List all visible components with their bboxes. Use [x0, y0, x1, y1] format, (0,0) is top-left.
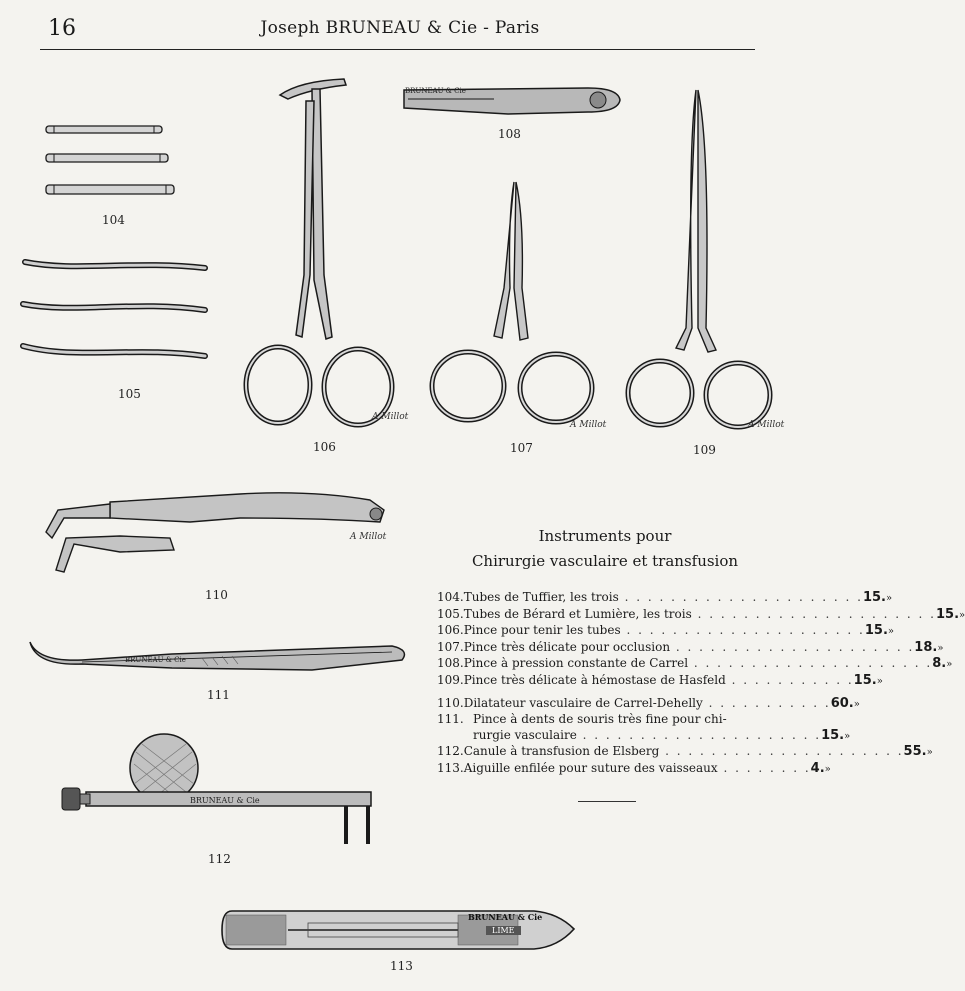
- figure-label-104: 104: [102, 213, 125, 227]
- price-list: [437, 590, 965, 778]
- item-description: Dilatateur vasculaire de Carrel-Dehelly: [463, 695, 703, 710]
- item-number: 105.: [437, 606, 464, 621]
- item-unit: »: [926, 747, 933, 759]
- figure-label-107: 107: [510, 441, 533, 455]
- item-number: 108.: [437, 656, 464, 671]
- item-price: 4.: [810, 760, 825, 776]
- item-price: 15.: [862, 590, 886, 605]
- item-number: 113.: [437, 760, 464, 775]
- item-unit: »: [946, 659, 953, 671]
- list-item: [437, 760, 831, 778]
- list-item: [437, 744, 933, 761]
- item-description: Canule à transfusion de Elsberg: [463, 744, 660, 759]
- dot-leader: . . . . . . . . . . .: [702, 695, 831, 710]
- page-header-title: Joseph BRUNEAU & Cie - Paris: [260, 18, 540, 38]
- item-description: Tubes de Tuffier, les trois: [463, 590, 619, 604]
- item-number: 106.: [437, 623, 464, 638]
- item-description: Pince à dents de souris très fine pour chi-: [473, 712, 727, 727]
- engraver-signature: A Millot: [372, 412, 409, 422]
- list-item: [437, 695, 860, 713]
- figure-label-109: 109: [693, 443, 716, 457]
- item-price: 15.: [935, 606, 960, 622]
- item-number: 109.: [437, 672, 464, 687]
- item-description: Pince à pression constante de Carrel: [463, 656, 689, 671]
- dilator-110-illustration: [40, 488, 390, 588]
- section-title-line1: Instruments pour: [538, 527, 672, 545]
- list-item-continuation: [437, 727, 851, 745]
- engraver-signature: A Millot: [570, 420, 607, 430]
- engraver-signature: A Millot: [350, 532, 387, 542]
- maker-mark-113: BRUNEAU & Cie: [468, 912, 543, 922]
- figure-label-113: 113: [390, 959, 413, 973]
- forceps-106-illustration: [240, 75, 400, 435]
- page-number: 16: [48, 16, 76, 41]
- item-unit: »: [887, 626, 895, 638]
- dot-leader: . . . . . . . .: [717, 760, 811, 775]
- list-item: [437, 639, 944, 657]
- item-description: Pince très délicate pour occlusion: [463, 639, 671, 654]
- list-item: [437, 623, 895, 640]
- item-price: 55.: [903, 744, 927, 760]
- item-price: 15.: [864, 623, 888, 639]
- list-item: [437, 656, 953, 673]
- dot-leader: . . . . . . . . . . . . . . . . . . . . .: [691, 606, 936, 621]
- item-number: 112.: [437, 744, 464, 759]
- maker-mark-108: BRUNEAU & Cie: [405, 87, 466, 95]
- list-item: [437, 590, 893, 607]
- dot-leader: . . . . . . . . . . . . . . . . . . . . .: [659, 744, 904, 759]
- item-price: 15.: [853, 672, 877, 688]
- item-description: Aiguille enfilée pour suture des vaisseaux: [463, 760, 718, 775]
- list-item: [437, 672, 883, 690]
- item-description: Pince très délicate à hémostase de Hasfeld: [463, 672, 726, 687]
- dot-leader: . . . . . . . . . . . . . . . . . . . . .: [618, 590, 863, 604]
- engraver-signature: A Millot: [748, 420, 785, 430]
- figure-label-112: 112: [208, 852, 231, 866]
- list-item: [437, 712, 787, 728]
- figure-label-105: 105: [118, 387, 141, 401]
- item-price: 60.: [830, 695, 854, 711]
- figure-label-106: 106: [313, 440, 336, 454]
- forceps-111-illustration: [22, 632, 412, 682]
- dot-leader: . . . . . . . . . . . . . . . . . . . . .: [670, 639, 915, 654]
- item-price: 8.: [932, 656, 947, 672]
- section-title-line2: Chirurgie vasculaire et transfusion: [471, 552, 739, 570]
- item-description: Pince pour tenir les tubes: [463, 623, 621, 638]
- lime-mark-113: LIME: [486, 926, 521, 935]
- item-number: 107.: [437, 639, 464, 654]
- item-unit: »: [844, 730, 851, 742]
- item-number: 110.: [437, 695, 464, 710]
- dot-leader: . . . . . . . . . . . . . . . . . . . . .: [620, 623, 865, 638]
- tubes-tuffier-illustration: [40, 118, 180, 203]
- item-description: Tubes de Bérard et Lumière, les trois: [463, 606, 692, 621]
- item-unit: »: [937, 642, 944, 654]
- figure-label-108: 108: [498, 127, 521, 141]
- item-unit: »: [853, 698, 860, 710]
- item-description-continued: rurgie vasculaire: [473, 727, 577, 742]
- maker-mark-112: BRUNEAU & Cie: [190, 796, 260, 805]
- maker-mark-111: BRUNEAU & Cie: [125, 656, 186, 664]
- tubes-berard-illustration: [15, 250, 215, 370]
- dot-leader: . . . . . . . . . . .: [725, 672, 854, 687]
- item-unit: »: [886, 593, 893, 604]
- page-header: [0, 0, 800, 52]
- figure-label-111: 111: [207, 688, 230, 702]
- item-price: 15.: [821, 727, 845, 743]
- item-number: 111.: [437, 712, 464, 727]
- figure-label-110: 110: [205, 588, 228, 602]
- list-item: [437, 606, 965, 624]
- forceps-107-illustration: [428, 178, 598, 428]
- dot-leader: . . . . . . . . . . . . . . . . . . . . .: [576, 727, 822, 742]
- forceps-109-illustration: [624, 88, 776, 433]
- item-unit: »: [876, 675, 883, 687]
- section-end-rule: [578, 801, 636, 802]
- header-rule: [40, 49, 755, 50]
- cannula-112-illustration: [56, 732, 378, 852]
- item-unit: »: [959, 609, 965, 621]
- dot-leader: . . . . . . . . . . . . . . . . . . . . .: [688, 656, 933, 671]
- item-number: 104.: [437, 590, 464, 604]
- item-price: 18.: [914, 639, 938, 655]
- item-unit: »: [824, 763, 831, 775]
